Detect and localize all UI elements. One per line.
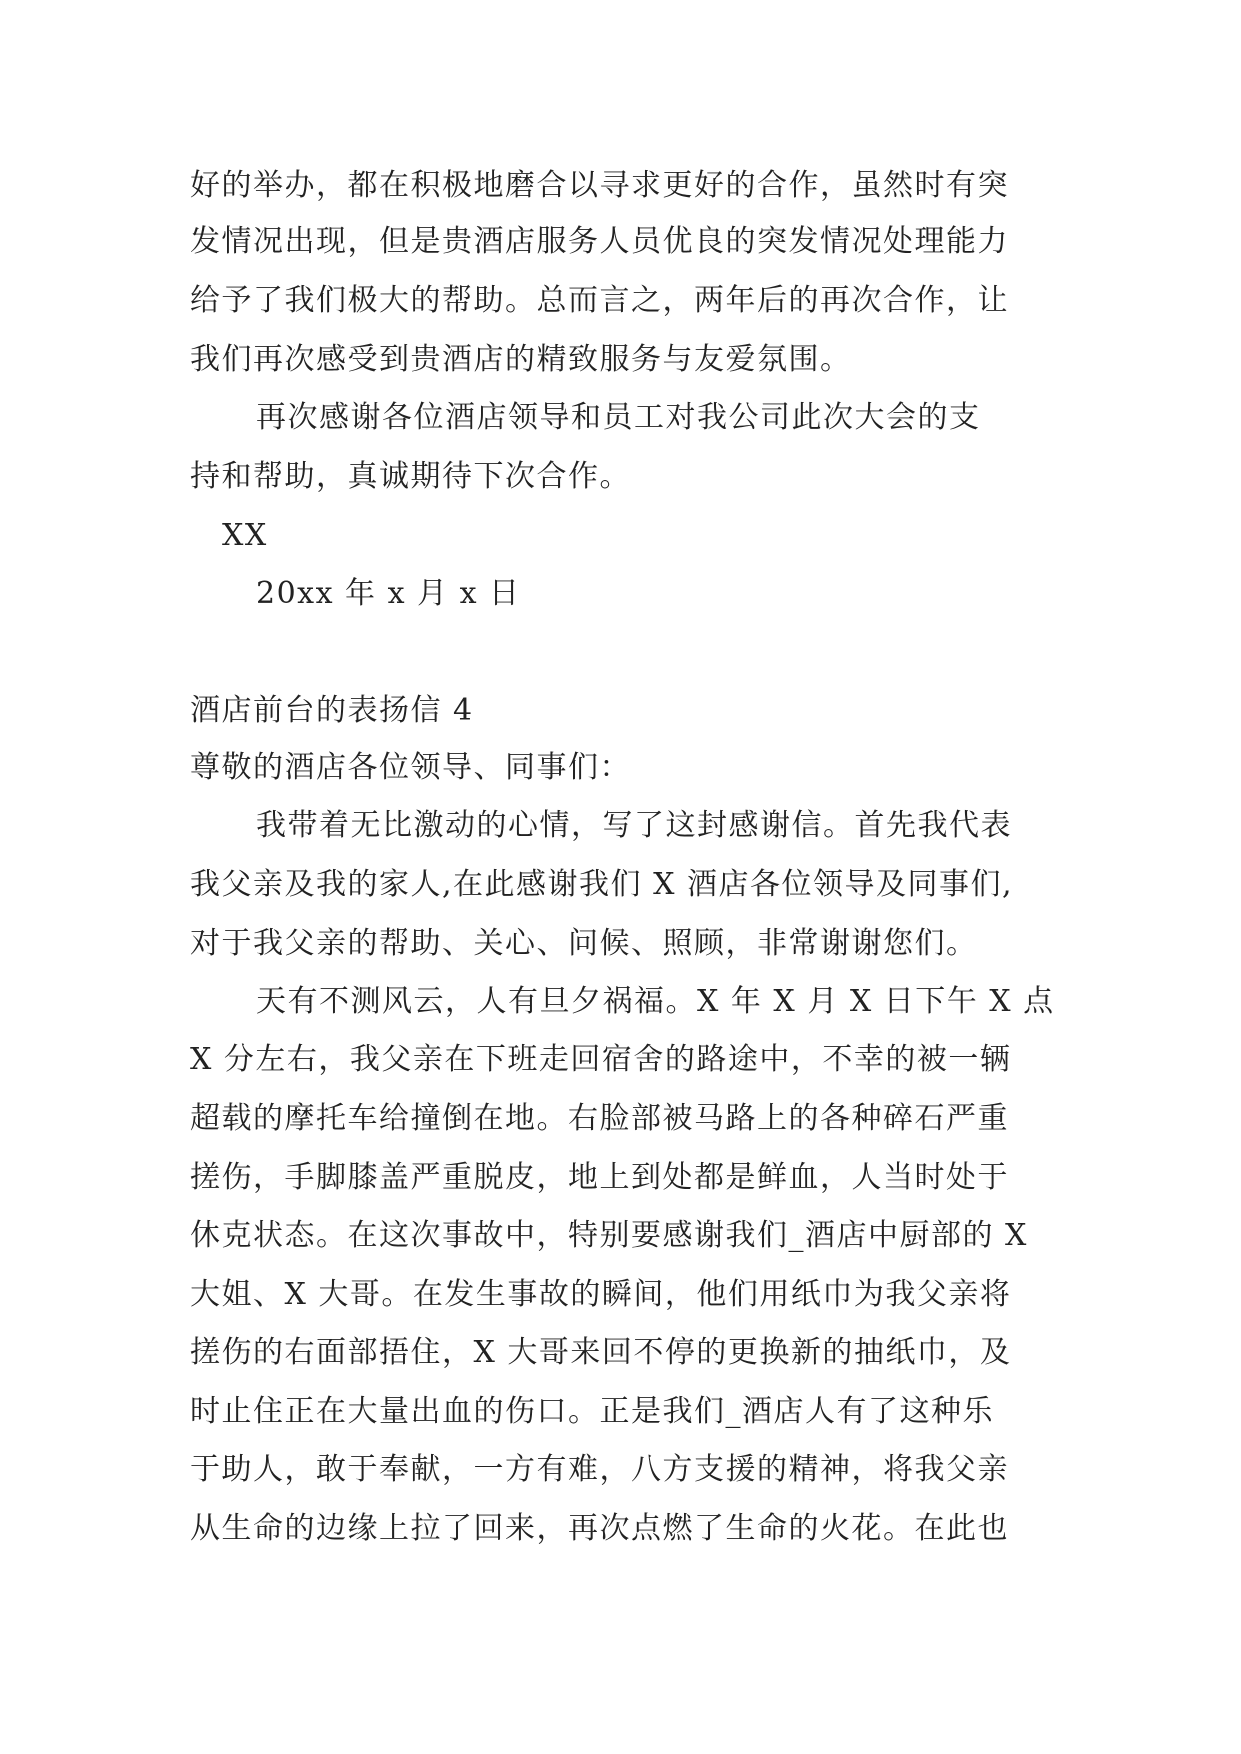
salutation: 尊敬的酒店各位领导、同事们： bbox=[190, 750, 631, 785]
text-line: 大姐、X 大哥。在发生事故的瞬间，他们用纸巾为我父亲将 bbox=[190, 1277, 1012, 1312]
section-title: 酒店前台的表扬信 4 bbox=[190, 693, 474, 728]
text-line: X 分左右，我父亲在下班走回宿舍的路途中，不幸的被一辆 bbox=[190, 1042, 1012, 1077]
text-line: 我带着无比激动的心情，写了这封感谢信。首先我代表 bbox=[256, 808, 1012, 843]
text-line: 搓伤，手脚膝盖严重脱皮，地上到处都是鲜血，人当时处于 bbox=[190, 1160, 1009, 1195]
text-line: 时止住正在大量出血的伤口。正是我们_酒店人有了这种乐 bbox=[190, 1394, 994, 1429]
text-line: 我父亲及我的家人,在此感谢我们 X 酒店各位领导及同事们, bbox=[190, 867, 1014, 902]
signature-date: 20xx 年 x 月 x 日 bbox=[256, 576, 521, 611]
text-line: 于助人，敢于奉献，一方有难，八方支援的精神，将我父亲 bbox=[190, 1452, 1009, 1487]
text-line: 发情况出现，但是贵酒店服务人员优良的突发情况处理能力 bbox=[190, 224, 1009, 259]
text-line: 天有不测风云，人有旦夕祸福。X 年 X 月 X 日下午 X 点 bbox=[256, 984, 1055, 1019]
text-line: 好的举办，都在积极地磨合以寻求更好的合作，虽然时有突 bbox=[190, 168, 1009, 203]
text-line: 从生命的边缘上拉了回来，再次点燃了生命的火花。在此也 bbox=[190, 1511, 1009, 1546]
text-line: 超载的摩托车给撞倒在地。右脸部被马路上的各种碎石严重 bbox=[190, 1101, 1009, 1136]
text-line: 休克状态。在这次事故中，特别要感谢我们_酒店中厨部的 X bbox=[190, 1218, 1028, 1253]
text-line: 我们再次感受到贵酒店的精致服务与友爱氛围。 bbox=[190, 342, 852, 377]
text-line: 再次感谢各位酒店领导和员工对我公司此次大会的支 bbox=[256, 400, 981, 435]
text-line: 对于我父亲的帮助、关心、问候、照顾，非常谢谢您们。 bbox=[190, 926, 978, 961]
text-line: 持和帮助，真诚期待下次合作。 bbox=[190, 459, 631, 494]
signature-name: XX bbox=[222, 518, 268, 553]
text-line: 搓伤的右面部捂住，X 大哥来回不停的更换新的抽纸巾，及 bbox=[190, 1335, 1012, 1370]
text-line: 给予了我们极大的帮助。总而言之，两年后的再次合作，让 bbox=[190, 283, 1009, 318]
